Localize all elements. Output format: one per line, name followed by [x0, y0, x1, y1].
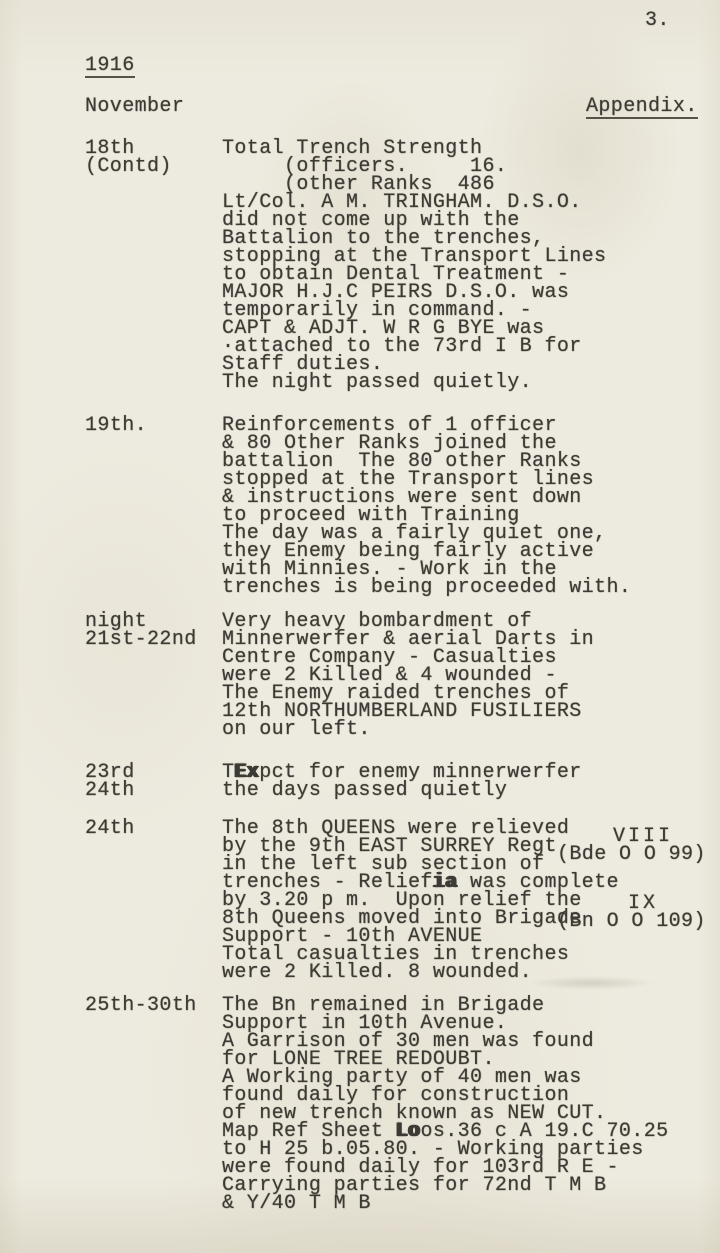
body-line: & instructions were sent down: [222, 486, 582, 509]
entry-date-line: 23rd: [85, 761, 135, 784]
body-line: by the 9th EAST SURREY Regt: [222, 835, 557, 858]
entry-body: [222, 137, 714, 394]
year-heading: 1916: [85, 54, 135, 77]
body-line: they Enemy being fairly active: [222, 540, 595, 563]
body-line: The Bn remained in Brigade: [222, 994, 545, 1017]
body-line: temporarily in command. -: [222, 299, 533, 322]
month-label: November: [85, 95, 185, 118]
body-line: Minnerwerfer & aerial Darts in: [222, 628, 595, 651]
body-line: trenches is being proceeded with.: [222, 576, 632, 599]
body-line: The night passed quietly.: [222, 371, 533, 394]
diary-entry: [85, 610, 714, 741]
body-line: ·attached to the 73rd I B for: [222, 335, 582, 358]
body-line: A Working party of 40 men was: [222, 1066, 582, 1089]
body-line: The Enemy raided trenches of: [222, 682, 570, 705]
entry-date: [85, 610, 222, 651]
entry-date: [85, 817, 222, 840]
margin-note: [557, 892, 720, 933]
body-line: Total Trench Strength: [222, 137, 483, 160]
body-line: (officers. 16.: [222, 155, 508, 178]
body-line: Reinforcements of 1 officer: [222, 414, 557, 437]
body-line: stopping at the Transport Lines: [222, 245, 607, 268]
overtyped-text: Ex: [234, 761, 260, 784]
entry-body: [222, 761, 714, 802]
body-line: Lt/Col. A M. TRINGHAM. D.S.O.: [222, 191, 582, 214]
entry-date-line: 25th-30th: [85, 994, 197, 1017]
entry-date-line: 24th: [85, 817, 135, 840]
body-line: Centre Company - Casualties: [222, 646, 557, 669]
body-line: stopped at the Transport lines: [222, 468, 595, 491]
body-line: battalion The 80 other Ranks: [222, 450, 582, 473]
margin-note-ref: (Bn O O 109): [557, 910, 706, 933]
body-line: to proceed with Training: [222, 504, 520, 527]
body-line: trenches - Reliefia was complete: [222, 871, 619, 894]
body-line: were 2 Killed & 4 wounded -: [222, 664, 557, 687]
body-line: A Garrison of 30 men was found: [222, 1030, 595, 1053]
entry-date-line: 19th.: [85, 414, 148, 437]
body-line: on our left.: [222, 718, 371, 741]
page-number: 3.: [645, 9, 670, 32]
body-line: to H 25 b.05.80. - Working parties: [222, 1138, 644, 1161]
body-line: were found daily for 103rd R E -: [222, 1156, 619, 1179]
overtyped-text: ia: [432, 871, 458, 894]
diary-entry: [85, 414, 714, 599]
body-line: the days passed quietly: [222, 779, 508, 802]
body-line: MAJOR H.J.C PEIRS D.S.O. was: [222, 281, 570, 304]
body-line: The 8th QUEENS were relieved: [222, 817, 570, 840]
appendix-label: Appendix.: [586, 95, 698, 118]
body-line: Battalion to the trenches,: [222, 227, 545, 250]
body-line: by 3.20 p m. Upon relief the: [222, 889, 582, 912]
body-line: Staff duties.: [222, 353, 384, 376]
entry-body: [222, 994, 714, 1215]
entry-date-line: 24th: [85, 779, 135, 802]
body-line: Support - 10th AVENUE: [222, 925, 483, 948]
diary-entry: [85, 817, 714, 984]
body-line: in the left sub section of: [222, 853, 545, 876]
body-line: to obtain Dental Treatment -: [222, 263, 570, 286]
diary-entry: [85, 994, 714, 1215]
body-line: Carrying parties for 72nd T M B: [222, 1174, 607, 1197]
body-line: CAPT & ADJT. W R G BYE was: [222, 317, 545, 340]
body-line: & 80 Other Ranks joined the: [222, 432, 557, 455]
body-line: found daily for construction: [222, 1084, 570, 1107]
entry-date-line: (Contd): [85, 155, 172, 178]
body-line: (other Ranks 486: [222, 173, 495, 196]
entry-body: [222, 414, 714, 599]
entry-date: [85, 994, 222, 1017]
body-line: of new trench known as NEW CUT.: [222, 1102, 607, 1125]
body-line: Total casualties in trenches: [222, 943, 570, 966]
margin-note: [557, 825, 720, 866]
body-line: with Minnies. - Work in the: [222, 558, 557, 581]
entry-date-line: 18th: [85, 137, 135, 160]
entry-date-line: night: [85, 610, 148, 633]
margin-notes: [557, 825, 720, 933]
body-line: 8th Queens moved into Brigade: [222, 907, 582, 930]
body-line: Support in 10th Avenue.: [222, 1012, 508, 1035]
body-line: Very heavy bombardment of: [222, 610, 533, 633]
diary-entry: [85, 761, 714, 802]
body-line: Map Ref Sheet Loos.36 c A 19.C 70.25: [222, 1120, 669, 1143]
diary-entry: [85, 137, 714, 394]
body-line: for LONE TREE REDOUBT.: [222, 1048, 495, 1071]
margin-note-ref: (Bde O O 99): [557, 843, 706, 866]
entry-date: [85, 414, 222, 437]
body-line: 12th NORTHUMBERLAND FUSILIERS: [222, 700, 582, 723]
body-line: & Y/40 T M B: [222, 1192, 371, 1215]
margin-note-roman: VIII: [612, 825, 673, 848]
margin-note-roman: IX: [627, 892, 658, 915]
body-line: The day was a fairly quiet one,: [222, 522, 607, 545]
entry-date-line: 21st-22nd: [85, 628, 197, 651]
overtyped-text: Lo: [395, 1120, 421, 1143]
entry-body: [222, 610, 714, 741]
body-line: TExpct for enemy minnerwerfer: [222, 761, 582, 784]
entry-date: [85, 137, 222, 178]
body-line: did not come up with the: [222, 209, 520, 232]
entry-date: [85, 761, 222, 802]
body-line: were 2 Killed. 8 wounded.: [222, 961, 533, 984]
